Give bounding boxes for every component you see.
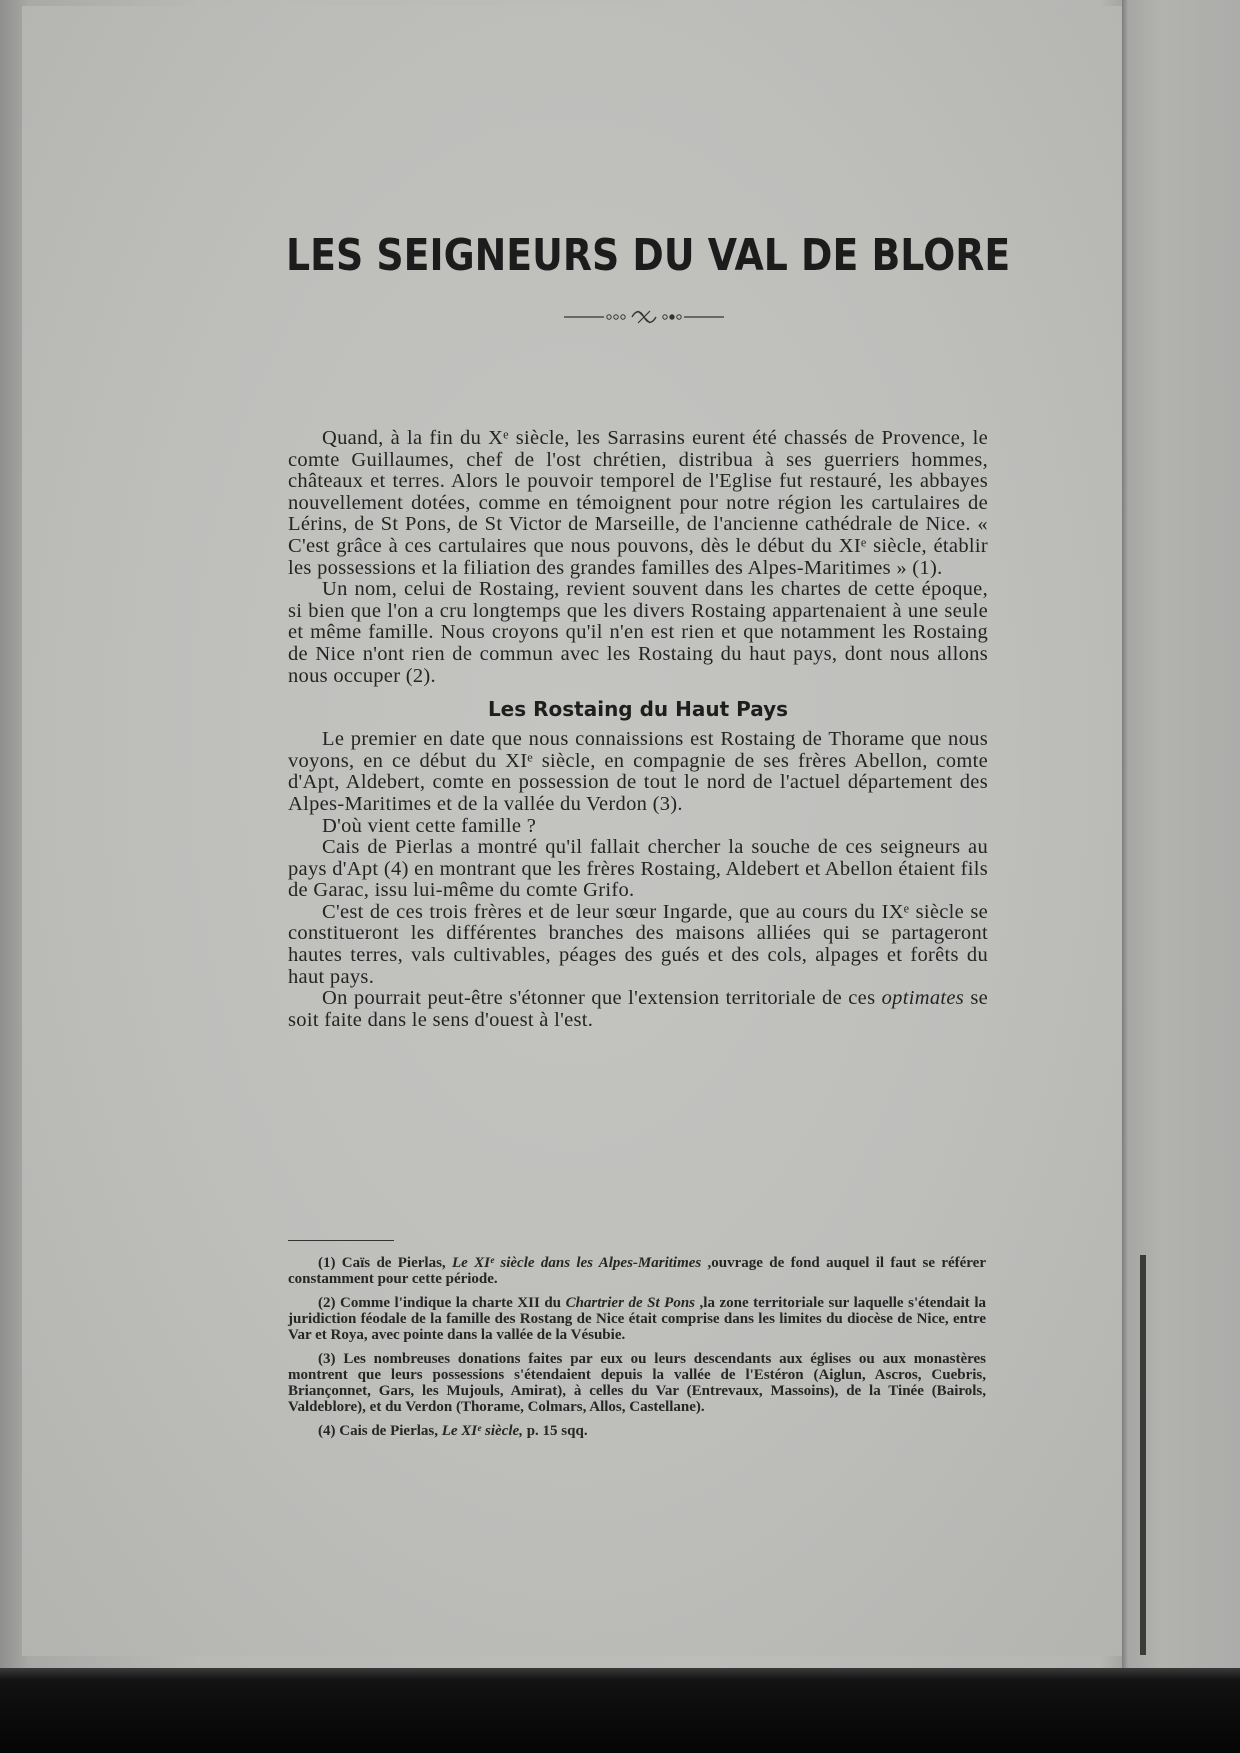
footnote-1-ref: (1) Caïs de Pierlas, xyxy=(318,1255,452,1271)
footnote-4-text: p. 15 sqq. xyxy=(522,1423,588,1439)
footnote-3: (3) Les nombreuses donations faites par eux ou leurs descendants aux églises ou aux monastères montrent que leurs possessions s'étendaient depuis la vallée de l'Estéron (Aiglun, Ascros, Cuebris, Briançonnet, Gars, les Mujouls, Amirat), à celles du Var (Entrevaux, Massoins), de la Tinée (Bairols, Valdeblore), et du Verdon (Thorame, Colmars, Allos, Castellane). xyxy=(288,1351,986,1415)
page-title: LES SEIGNEURS DU VAL DE BLORE xyxy=(286,230,1011,281)
footnotes xyxy=(288,1240,986,1447)
paragraph-1: Quand, à la fin du Xᵉ siècle, les Sarrasins eurent été chassés de Provence, le comte Guillaumes, chef de l'ost chrétien, distribua à ses guerriers hommes, châteaux et terres. Alors le pouvoir temporel de l'Eglise fut restauré, les abbayes nouvellement dotées, comme en témoignent pour notre région les cartulaires de Lérins, de St Pons, de St Victor de Marseille, de l'ancienne cathédrale de Nice. « C'est grâce à ces cartulaires que nous pouvons, dès le début du XIᵉ siècle, établir les possessions et la filiation des grandes familles des Alpes-Maritimes » (1). xyxy=(288,427,988,579)
footnote-1-text: ,ouvrage de fond auquel il faut se référer constamment pour cette période. xyxy=(288,1255,986,1287)
paragraph-7-end: se soit faite dans le sens d'ouest à l'est. xyxy=(288,987,988,1031)
paragraph-4: D'où vient cette famille ? xyxy=(322,814,537,837)
footnote-4-title: Le XIᵉ siècle, xyxy=(441,1423,523,1439)
paragraph-6: C'est de ces trois frères et de leur sœur Ingarde, que au cours du IXᵉ siècle se constitueront les différentes branches des maisons alliées qui se partageront hautes terres, vals cultivables, péages des gués et des cols, alpages et forêts du haut pays. xyxy=(288,900,988,988)
footnote-4-ref: (4) Cais de Pierlas, xyxy=(318,1423,442,1439)
paragraph-7-start: On pourrait peut-être s'étonner que l'extension territoriale de ces xyxy=(322,987,882,1010)
footnote-2-text: ,la zone territoriale sur laquelle s'étendait la juridiction féodale de la famille des Rostang de Nice était comprise dans les limites du diocèse de Nice, entre Var et Roya, avec pointe dans la vallée de la Vésubie. xyxy=(288,1295,986,1343)
fleuron-divider-icon xyxy=(564,305,724,329)
footnote-2-title: Chartrier de St Pons xyxy=(565,1295,696,1311)
paragraph-7-emphasis: optimates xyxy=(881,987,965,1010)
footnote-1-title: Le XIᵉ siècle dans les Alpes-Maritimes xyxy=(451,1255,702,1271)
paragraph-5: Cais de Pierlas a montré qu'il fallait chercher la souche de ces seigneurs au pays d'Apt (4) en montrant que les frères Rostaing, Aldebert et Abellon étaient fils de Garac, issu lui-même du comte Grifo. xyxy=(288,836,988,902)
footnote-rule xyxy=(288,1240,394,1241)
footnote-2-ref: (2) Comme l'indique la charte XII du xyxy=(318,1295,566,1311)
footnote-1 xyxy=(288,1255,986,1287)
section-heading: Les Rostaing du Haut Pays xyxy=(487,697,789,722)
paragraph-2: Un nom, celui de Rostaing, revient souvent dans les chartes de cette époque, si bien que l'on a cru longtemps que les divers Rostaing appartenaient à une seule et même famille. Nous croyons qu'il n'en est rien et que notamment les Rostaing de Nice n'ont rien de commun avec les Rostaing du haut pays, dont nous allons nous occuper (2). xyxy=(288,578,988,687)
footnote-4 xyxy=(288,1423,986,1439)
paragraph-7 xyxy=(288,988,988,1031)
footnote-2 xyxy=(288,1295,986,1343)
main-text xyxy=(288,428,988,1031)
paragraph-3: Le premier en date que nous connaissions est Rostaing de Thorame que nous voyons, en ce début du XIᵉ siècle, en compagnie de ses frères Abellon, comte d'Apt, Aldebert, comte en possession de tout le nord de l'actuel département des Alpes-Maritimes et de la vallée du Verdon (3). xyxy=(288,728,988,815)
